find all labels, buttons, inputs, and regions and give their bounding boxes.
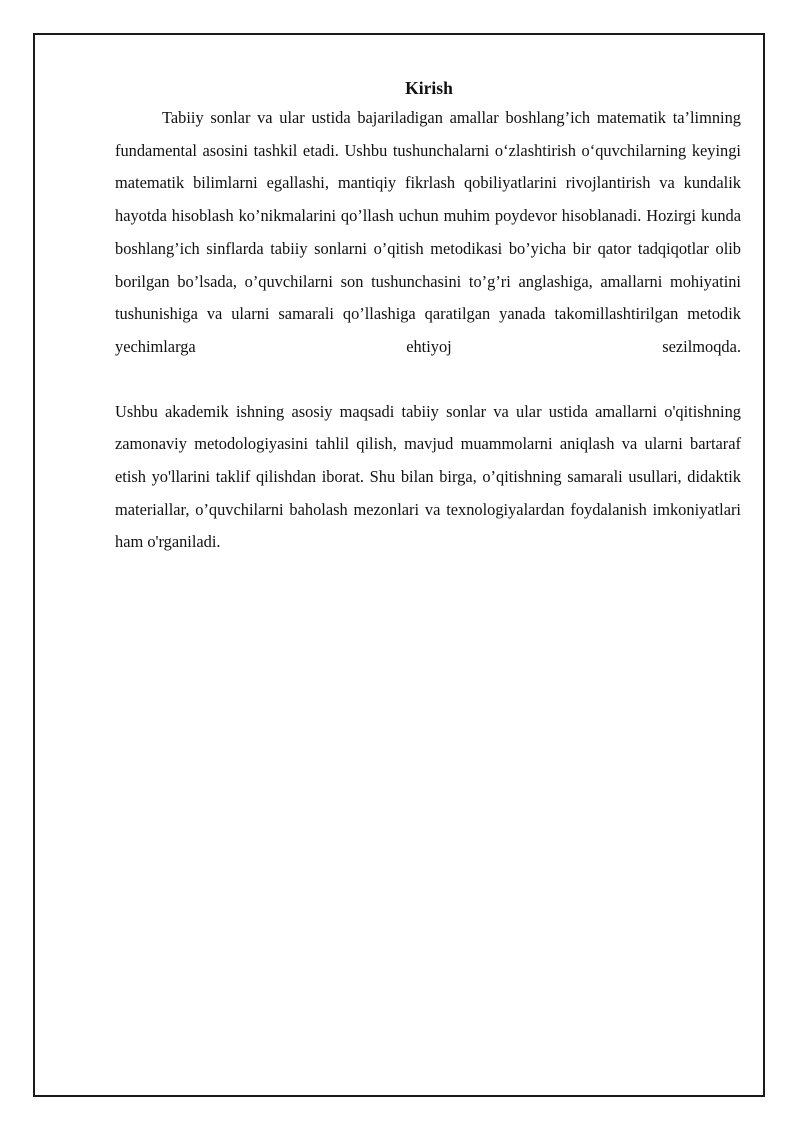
paragraph-intro: Tabiiy sonlar va ular ustida bajariladigan amallar boshlang’ich matematik ta’limning fundamental asosini tashkil etadi. Ushbu tushunchalarni o‘zlashtirish o‘quvchilarning keyingi matematik bilimlarni egallashi, mantiqiy fikrlash qobiliyatlarini rivojlantirish va kundalik hayotda hisoblash ko’nikmalarini qo’llash uchun muhim poydevor hisoblanadi. Hozirgi kunda boshlang’ich sinflarda tabiiy sonlarni o’qitish metodikasi bo’yicha bir qator tadqiqotlar olib borilgan bo’lsada, o’quvchilarni son tushunchasini to’g’ri anglashiga, amallarni mohiyatini tushunishiga va ularni samarali qo’llashiga qaratilgan yanada takomillashtirilgan metodik yechimlarga ehtiyoj sezilmoqda. (115, 108, 741, 356)
section-title: Kirish (405, 78, 453, 98)
paragraph-goal: Ushbu akademik ishning asosiy maqsadi tabiiy sonlar va ular ustida amallarni o'qitishning zamonaviy metodologiyasini tahlil qilish, mavjud muammolarni aniqlash va ularni bartaraf etish yo'llarini taklif qilishdan iborat. Shu bilan birga, o’qitishning samarali usullari, didaktik materiallar, o’quvchilarni baholash mezonlari va texnologiyalardan foydalanish imkoniyatlari ham o'rganiladi. (115, 401, 741, 552)
document-body (115, 76, 741, 559)
paragraph-spacer (115, 364, 741, 396)
